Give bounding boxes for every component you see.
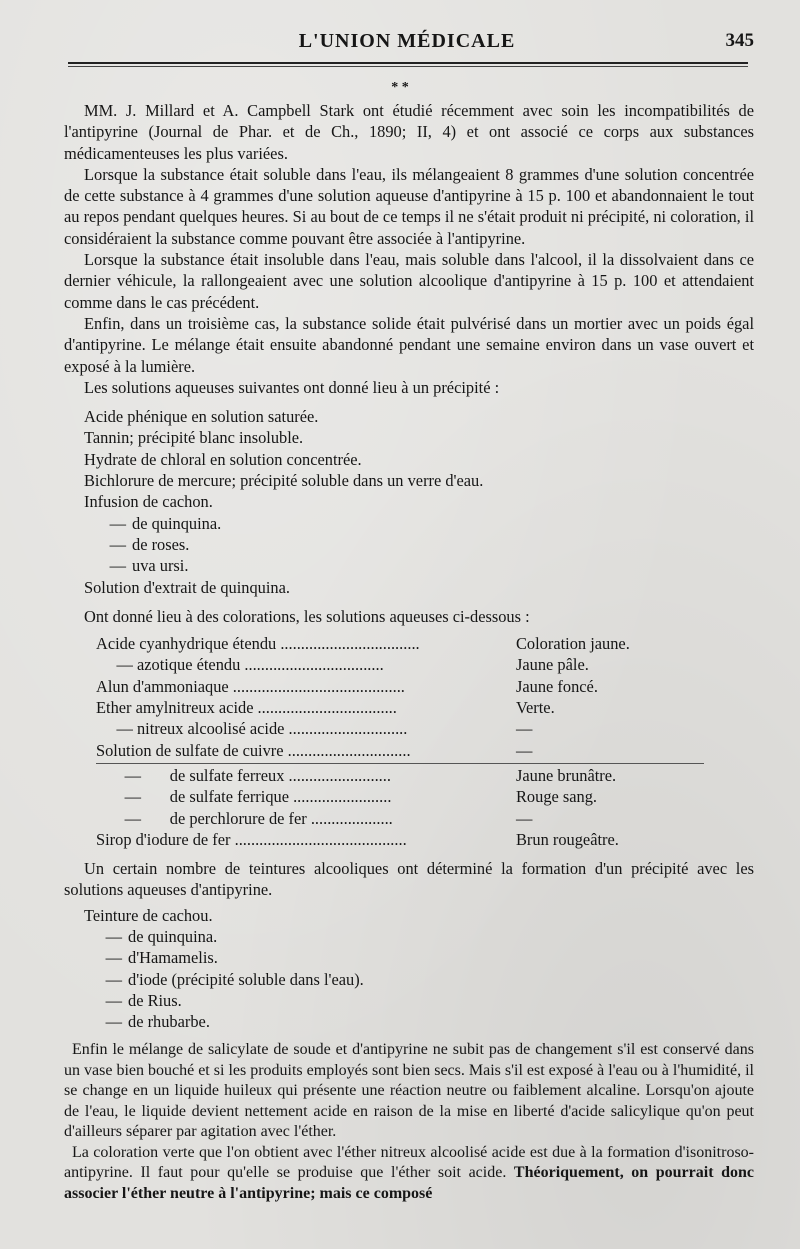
header-rule-thin [68,66,748,67]
intro-paragraph-4: Enfin, dans un troisième cas, la substance solide était pulvérisé dans un mortier avec un poids égal d'antipyrine. Le mélange était ensuite abandonné pendant une semaine environ dans un vase ouvert et exposé à la lumière. [64,313,754,376]
tincture-list [84,905,754,1033]
precipitate-list [84,406,754,598]
colorations-intro: Ont donné lieu à des colorations, les solutions aqueuses ci-dessous : [84,606,530,626]
list-item: — de quinquina. [105,926,218,946]
list-item: Bichlorure de mercure; précipité soluble dans un verre d'eau. [84,471,484,491]
section-stars: * * [391,80,409,95]
list-item: Tannin; précipité blanc insoluble. [84,428,304,448]
table-row: Acide cyanhydrique étendu .................................. Coloration jaune. [96,634,630,654]
list-item: Teinture de cachou. [84,905,213,925]
closing-section [64,1040,754,1204]
closing-paragraph-2: La coloration verte que l'on obtient avec l'éther nitreux alcoolisé acide est due à la formation d'isonitroso-antipyrine. Il faut pour qu'elle se produise que l'éther soit acide. Théoriquement, on pourrait donc associer l'éther neutre à l'antipyrine; mais ce composé [64,1143,755,1202]
list-item: — de Rius. [105,990,182,1010]
list-item: Infusion de cachon. [84,492,213,512]
table-row: Alun d'ammoniaque .......................................... Jaune foncé. [96,676,598,696]
header-rule [68,62,748,64]
list-item: — d'iode (précipité soluble dans l'eau). [105,969,364,989]
list-item: — d'Hamamelis. [105,948,218,968]
table-row: Sirop d'iodure de fer .......................................... Brun rougeâtre. [96,829,619,849]
intro-paragraph-2: Lorsque la substance était soluble dans l'eau, ils mélangeaient 8 grammes d'une solution concentrée de cette substance à 4 grammes d'une solution aqueuse d'antipyrine à 15 p. 100 et abandonnaient le tout au repos pendant quelques heures. Si au bout de ce temps il ne s'était produit ni précipité, ni coloration, il considéraient la substance comme pouvant être associée à l'antipyrine. [64,164,754,248]
page-number: 345 [725,30,754,51]
table-row: Solution de sulfate de cuivre .............................. — [96,740,533,760]
running-title: L'UNION MÉDICALE [298,30,516,52]
tinctures-intro: Un certain nombre de teintures alcooliques ont déterminé la formation d'un précipité avec les solutions aqueuses d'antipyrine. [64,859,754,900]
list-item: — de rhubarbe. [105,1012,210,1032]
colorations-table [96,633,736,850]
list-item: Acide phénique en solution saturée. [84,407,319,427]
table-row: Ether amylnitreux acide .................................. Verte. [96,698,555,718]
closing-paragraph-1: Enfin le mélange de salicylate de soude et d'antipyrine ne subit pas de changement s'il est conservé dans un vase bien bouché et si les produits employés sont bien secs. Mais s'il est exposé à l'eau ou à l'humidité, il se change en un liquide huileux qui présente une réaction neutre ou faiblement alcaline. Lorsqu'on ajoute de l'eau, le liquide devient nettement acide en raison de la mise en liberté d'acide salicylique qu'on peut d'ailleurs séparer par agitation avec l'éther. [64,1041,754,1141]
table-divider [96,763,704,764]
article-body [64,100,754,1204]
table-row: — de perchlorure de fer .................... — [96,808,533,828]
intro-paragraph-5: Les solutions aqueuses suivantes ont donné lieu à un précipité : [84,377,500,397]
intro-paragraph-1: MM. J. Millard et A. Campbell Stark ont étudié récemment avec soin les incompatibilités de l'antipyrine (Journal de Phar. et de Ch., 1890; II, 4) et ont associé ce corps aux substances médicamenteuses les plus variées. [64,101,754,163]
table-row: — de sulfate ferreux ......................... Jaune brunâtre. [96,765,617,785]
list-item: Solution d'extrait de quinquina. [84,577,290,597]
table-row: — de sulfate ferrique ........................ Rouge sang. [96,787,598,807]
list-item: Hydrate de chloral en solution concentrée. [84,449,362,469]
intro-paragraph-3: Lorsque la substance était insoluble dans l'eau, mais soluble dans l'alcool, il la dissolvaient dans ce dernier véhicule, la rallongeaient avec une solution alcoolique d'antipyrine à 15 p. 100 et attendaient comme dans le cas précédent. [64,250,754,312]
table-row: — nitreux alcoolisé acide ............................. — [96,719,533,739]
table-row: — azotique étendu .................................. Jaune pâle. [96,655,589,675]
list-item: — de roses. [109,534,190,554]
list-item: — de quinquina. [109,513,222,533]
page-header [60,26,754,60]
list-item: — uva ursi. [109,556,189,576]
